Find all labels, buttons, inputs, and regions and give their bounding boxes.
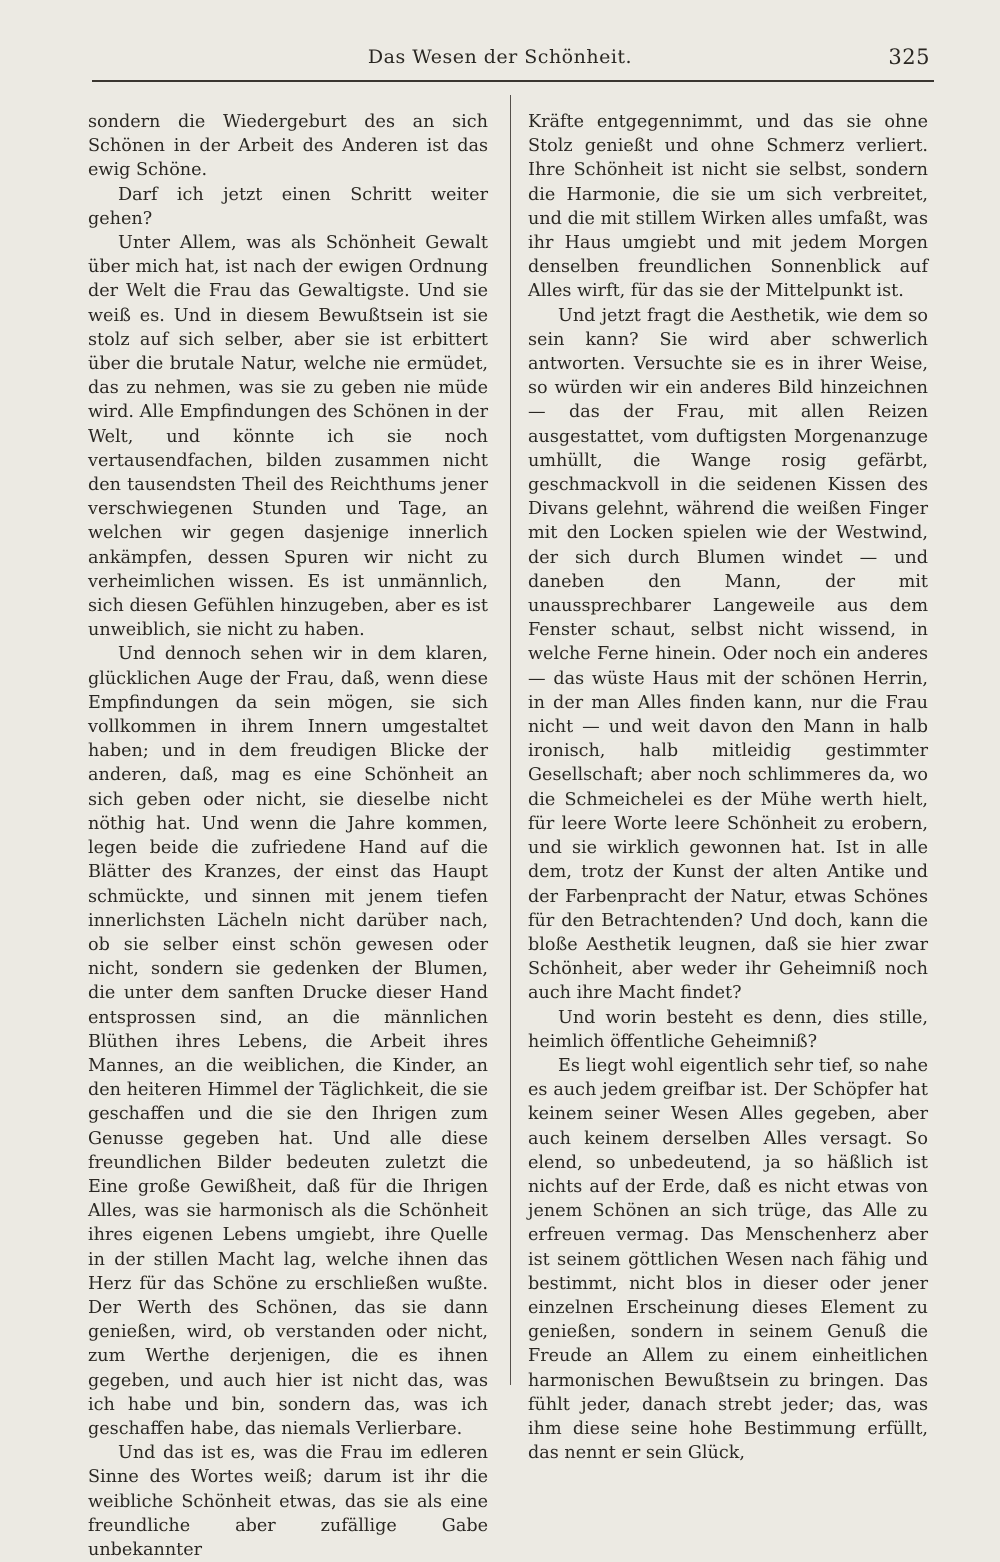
column-divider bbox=[510, 95, 511, 1385]
page-header bbox=[0, 0, 1000, 90]
page-number: 325 bbox=[888, 45, 930, 69]
left-column bbox=[88, 110, 488, 1562]
running-title: Das Wesen der Schönheit. bbox=[367, 46, 633, 68]
paragraph: sondern die Wiedergeburt des an sich Schönen in der Arbeit des Anderen ist das ewig Schöne. bbox=[88, 112, 488, 181]
paragraph: Es liegt wohl eigentlich sehr tief, so nahe es auch jedem greifbar ist. Der Schöpfer hat keinem seiner Wesen Alles gegeben, aber auch keinem derselben Alles versagt. So elend, so unbedeutend, ja so häßlich ist nichts auf der Erde, daß es nicht etwas von jenem Schönen an sich trüge, das Alle zu erfreuen vermag. Das Menschenherz aber ist seinem göttlichen Wesen nach fähig und bestimmt, nicht blos in dieser oder jener einzelnen Erscheinung dieses Element zu genießen, sondern in seinem Genuß die Freude an Allem zu einem einheitlichen harmonischen Bewußtsein zu bringen. Das fühlt jeder, danach strebt jeder; das, was ihm diese seine hohe Bestimmung erfüllt, das nennt er sein Glück, bbox=[528, 1055, 928, 1464]
paragraph: Und worin besteht es denn, dies stille, heimlich öffentliche Geheimniß? bbox=[528, 1007, 928, 1052]
header-rule bbox=[92, 80, 934, 82]
paragraph: Unter Allem, was als Schönheit Gewalt über mich hat, ist nach der ewigen Ordnung der Welt die Frau das Gewaltigste. Und sie weiß es. Und in diesem Bewußtsein ist sie stolz auf sich selber, aber sie ist erbittert über die brutale Natur, welche nie ermüdet, das zu nehmen, was sie zu geben nie müde wird. Alle Empfindungen des Schönen in der Welt, und könnte ich sie noch vertausendfachen, bilden zusammen nicht den tausendsten Theil des Reichthums jener verschwiegenen Stunden und Tage, an welchen wir gegen dasjenige innerlich ankämpfen, dessen Spuren wir nicht zu verheimlichen wissen. Es ist unmännlich, sich diesen Gefühlen hinzugeben, aber es ist unweiblich, sie nicht zu haben. bbox=[88, 233, 488, 641]
paragraph: Und jetzt fragt die Aesthetik, wie dem so sein kann? Sie wird aber schwerlich antworten. Versuchte sie es in ihrer Weise, so würden wir ein anderes Bild hinzeichnen — das der Frau, mit allen Reizen ausgestattet, vom duftigsten Morgenanzuge umhüllt, die Wange rosig gefärbt, geschmackvoll in die seidenen Kissen des Divans gelehnt, während die weißen Finger mit den Locken spielen wie der Westwind, der sich durch Blumen windet — und daneben den Mann, der mit unaussprechbarer Langeweile aus dem Fenster schaut, selbst nicht wissend, in welche Ferne hinein. Oder noch ein anderes — das wüste Haus mit der schönen Herrin, in der man Alles finden kann, nur die Frau nicht — und weit davon den Mann in halb ironisch, halb mitleidig gestimmter Gesellschaft; aber noch schlimmeres da, wo die Schmeichelei es der Mühe werth hielt, für leere Worte leere Schönheit zu erobern, und sie wirklich gewonnen hat. Ist in alle dem, trotz der Kunst der alten Antike und der Farbenpracht der Natur, etwas Schönes für den Betrachtenden? Und doch, kann die bloße Aesthetik leugnen, daß sie hier zwar Schönheit, aber weder ihr Geheimniß noch auch ihre Macht findet? bbox=[528, 305, 928, 1004]
paragraph: Und das ist es, was die Frau im edleren Sinne des Wortes weiß; darum ist ihr die weibliche Schönheit etwas, das sie als eine freundliche aber zufällige Gabe unbekannter bbox=[88, 1443, 488, 1560]
paragraph: Und dennoch sehen wir in dem klaren, glücklichen Auge der Frau, daß, wenn diese Empfindungen da sein mögen, sie sich vollkommen in ihrem Innern umgestaltet haben; und in dem freudigen Blicke der anderen, daß, mag es eine Schönheit an sich geben oder nicht, sie dieselbe nicht nöthig hat. Und wenn die Jahre kommen, legen beide die zufriedene Hand auf die Blätter des Kranzes, der einst das Haupt schmückte, und sinnen mit jenem tiefen innerlichsten Lächeln nicht darüber nach, ob sie selber einst schön gewesen oder nicht, sondern sie gedenken der Blumen, die unter dem sanften Drucke dieser Hand entsprossen sind, an die männlichen Blüthen ihres Lebens, die Arbeit ihres Mannes, an die weiblichen, die Kinder, an den heiteren Himmel der Täglichkeit, die sie geschaffen und die sie den Ihrigen zum Genusse gegeben hat. Und alle diese freundlichen Bilder bedeuten zuletzt die Eine große Gewißheit, daß für die Ihrigen Alles, was sie harmonisch als die Schönheit ihres eigenen Lebens umgiebt, ihre Quelle in der stillen Macht lag, welche ihnen das Herz für das Schöne zu erschließen wußte. Der Werth des Schönen, das sie dann genießen, wird, ob verstanden oder nicht, zum Werthe derjenigen, die es ihnen gegeben, und auch hier ist nicht das, was ich habe und bin, sondern das, was ich geschaffen habe, das niemals Verlierbare. bbox=[88, 644, 488, 1439]
paragraph: Darf ich jetzt einen Schritt weiter gehen? bbox=[88, 184, 488, 229]
paragraph: Kräfte entgegennimmt, und das sie ohne Stolz genießt und ohne Schmerz verliert. Ihre Schönheit ist nicht sie selbst, sondern die Harmonie, die sie um sich verbreitet, und die mit stillem Wirken alles umfaßt, was ihr Haus umgiebt und mit jedem Morgen denselben freundlichen Sonnenblick auf Alles wirft, für das sie der Mittelpunkt ist. bbox=[528, 112, 928, 302]
right-column bbox=[528, 110, 928, 1465]
